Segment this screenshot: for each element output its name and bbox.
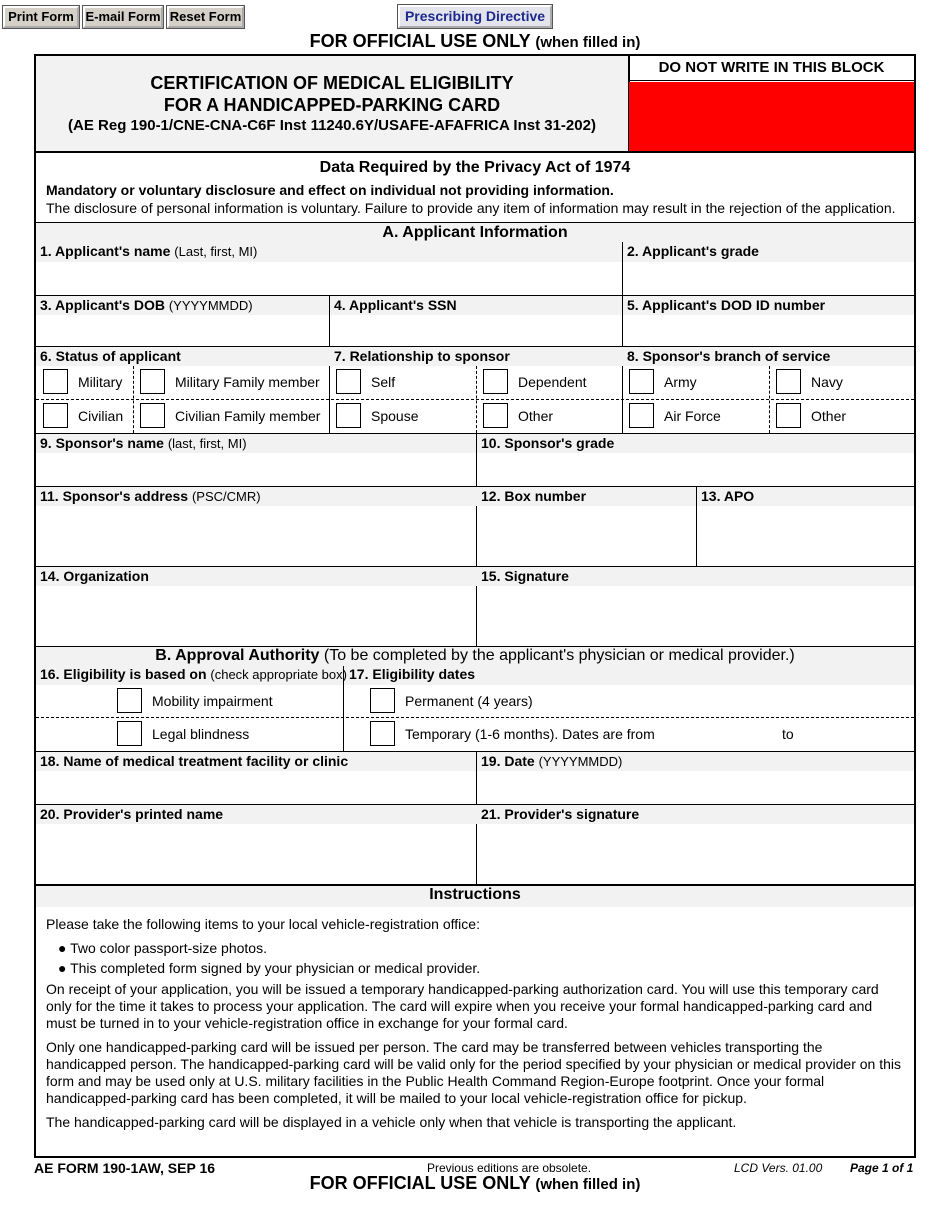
applicant-name-label: 1. Applicant's name (Last, first, MI)	[40, 243, 258, 259]
apo-label: 13. APO	[701, 488, 755, 504]
page-number: Page 1 of 1	[850, 1161, 914, 1175]
provider-name-label: 20. Provider's printed name	[40, 806, 224, 822]
sponsor-grade-label: 10. Sponsor's grade	[481, 435, 615, 451]
email-form-button[interactable]: E-mail Form	[83, 6, 163, 28]
applicant-signature-field[interactable]	[477, 586, 914, 646]
status-civilian-family-checkbox[interactable]	[140, 403, 165, 428]
eligibility-basis-label: 16. Eligibility is based on (check appropriate box)	[40, 666, 347, 682]
status-military-family-checkbox[interactable]	[140, 369, 165, 394]
form-title	[36, 72, 628, 136]
sponsor-address-label: 11. Sponsor's address (PSC/CMR)	[40, 488, 261, 504]
applicant-name-field[interactable]	[36, 262, 622, 295]
privacy-subtitle: Mandatory or voluntary disclosure and effect on individual not providing information.	[46, 182, 614, 198]
legal-blindness-checkbox[interactable]	[117, 721, 142, 746]
permanent-checkbox[interactable]	[370, 688, 395, 713]
date-label: 19. Date (YYYYMMDD)	[481, 753, 623, 769]
form-id: AE FORM 190-1AW, SEP 16	[34, 1160, 216, 1176]
fouo-top	[0, 31, 950, 52]
signature-label: 15. Signature	[481, 568, 569, 584]
status-military-family-label: Military Family member	[175, 374, 320, 390]
applicant-ssn-label: 4. Applicant's SSN	[334, 297, 457, 313]
instructions-title: Instructions	[429, 886, 521, 903]
relationship-spouse-checkbox[interactable]	[336, 403, 361, 428]
applicant-grade-label: 2. Applicant's grade	[627, 243, 759, 259]
title-line-2: FOR A HANDICAPPED-PARKING CARD	[163, 95, 501, 115]
facility-label: 18. Name of medical treatment facility or clinic	[40, 753, 349, 769]
eligibility-dates-label: 17. Eligibility dates	[349, 666, 476, 682]
applicant-dob-label: 3. Applicant's DOB (YYYYMMDD)	[40, 297, 253, 313]
permanent-label: Permanent (4 years)	[405, 693, 533, 709]
instructions-paragraph-2: Only one handicapped-parking card will be issued per person. The card may be transferred between vehicles transporting the handicapped person. The handicapped-parking card will be valid only for the period specified by your physician or medical provider on this form and may be used only at U.S. military facilities in the Public Health Command Region-Europe footprint. Once your formal handicapped-parking card has been completed, it will be mailed to your local vehicle-registration office for pickup.	[46, 1039, 902, 1106]
prescribing-directive-button[interactable]: Prescribing Directive	[398, 5, 552, 28]
applicant-dob-field[interactable]	[36, 315, 329, 346]
branch-airforce-label: Air Force	[664, 408, 721, 424]
status-military-checkbox[interactable]	[43, 369, 68, 394]
branch-army-label: Army	[664, 374, 697, 390]
applicant-ssn-field[interactable]	[330, 315, 622, 346]
relationship-dependent-label: Dependent	[518, 374, 587, 390]
instructions-body	[46, 916, 906, 1138]
sponsor-name-label: 9. Sponsor's name (last, first, MI)	[40, 435, 247, 451]
applicant-grade-field[interactable]	[623, 262, 914, 295]
dates-from-field[interactable]	[661, 721, 776, 746]
section-a-title: A. Applicant Information	[382, 224, 568, 241]
status-civilian-label: Civilian	[78, 408, 124, 424]
form-body	[34, 54, 916, 1158]
branch-other-checkbox[interactable]	[776, 403, 801, 428]
status-civilian-family-label: Civilian Family member	[175, 408, 321, 424]
obsolete-note: Previous editions are obsolete.	[426, 1161, 592, 1175]
box-number-field[interactable]	[477, 506, 696, 566]
print-form-button[interactable]: Print Form	[3, 6, 79, 28]
fouo-main-text: FOR OFFICIAL USE ONLY	[309, 1173, 531, 1193]
temporary-label: Temporary (1-6 months). Dates are from	[405, 726, 655, 742]
provider-signature-field[interactable]	[477, 824, 914, 884]
instructions-bullet: ● This completed form signed by your physician or medical provider.	[58, 960, 481, 976]
sponsor-name-field[interactable]	[36, 453, 476, 486]
apo-field[interactable]	[697, 506, 914, 566]
branch-other-label: Other	[811, 408, 847, 424]
privacy-text: The disclosure of personal information is voluntary. Failure to provide any item of information may result in the rejection of the application.	[46, 200, 896, 216]
fouo-bottom	[0, 1173, 950, 1194]
applicant-dodid-field[interactable]	[623, 315, 914, 346]
date-field[interactable]	[477, 771, 914, 804]
official-use-block	[629, 82, 914, 151]
instructions-intro: Please take the following items to your local vehicle-registration office:	[46, 916, 480, 932]
relationship-self-label: Self	[371, 374, 396, 390]
fouo-sub-text: (when filled in)	[535, 1176, 641, 1193]
relationship-label: 7. Relationship to sponsor	[334, 348, 510, 364]
box-number-label: 12. Box number	[481, 488, 587, 504]
sponsor-grade-field[interactable]	[477, 453, 914, 486]
organization-label: 14. Organization	[40, 568, 149, 584]
dates-to-label: to	[782, 726, 794, 742]
branch-label: 8. Sponsor's branch of service	[627, 348, 831, 364]
version-label: LCD Vers. 01.00	[734, 1161, 823, 1175]
fouo-main-text: FOR OFFICIAL USE ONLY	[309, 31, 531, 51]
relationship-other-label: Other	[518, 408, 554, 424]
title-line-1: CERTIFICATION OF MEDICAL ELIGIBILITY	[150, 73, 514, 93]
organization-field[interactable]	[36, 586, 476, 646]
dates-to-field[interactable]	[801, 721, 911, 746]
relationship-other-checkbox[interactable]	[483, 403, 508, 428]
relationship-self-checkbox[interactable]	[336, 369, 361, 394]
relationship-dependent-checkbox[interactable]	[483, 369, 508, 394]
instructions-paragraph-1: On receipt of your application, you will be issued a temporary handicapped-parking authorization card. You will use this temporary card only for the time it takes to process your application. The card will expire when you receive your formal handicapped-parking card and must be turned in to your vehicle-registration office in exchange for your formal card.	[46, 981, 879, 1031]
mobility-impairment-label: Mobility impairment	[152, 693, 273, 709]
instructions-paragraph-3: The handicapped-parking card will be displayed in a vehicle only when that vehicle is transporting the applicant.	[46, 1114, 737, 1130]
branch-airforce-checkbox[interactable]	[629, 403, 654, 428]
branch-army-checkbox[interactable]	[629, 369, 654, 394]
provider-name-field[interactable]	[36, 824, 476, 884]
title-line-3: (AE Reg 190-1/CNE-CNA-C6F Inst 11240.6Y/USAFE-AFAFRICA Inst 31-202)	[68, 117, 596, 134]
instructions-bullet: ● Two color passport-size photos.	[58, 940, 267, 956]
status-civilian-checkbox[interactable]	[43, 403, 68, 428]
privacy-title: Data Required by the Privacy Act of 1974	[319, 159, 631, 176]
section-b-title: B. Approval Authority (To be completed by the applicant's physician or medical provider.)	[155, 647, 795, 664]
mobility-impairment-checkbox[interactable]	[117, 688, 142, 713]
status-military-label: Military	[78, 374, 123, 390]
status-label: 6. Status of applicant	[40, 348, 181, 364]
branch-navy-label: Navy	[811, 374, 843, 390]
fouo-sub-text: (when filled in)	[535, 34, 641, 51]
reset-form-button[interactable]: Reset Form	[167, 6, 244, 28]
applicant-dodid-label: 5. Applicant's DOD ID number	[627, 297, 826, 313]
sponsor-address-field[interactable]	[36, 506, 476, 566]
temporary-checkbox[interactable]	[370, 721, 395, 746]
legal-blindness-label: Legal blindness	[152, 726, 250, 742]
provider-signature-label: 21. Provider's signature	[481, 806, 640, 822]
facility-field[interactable]	[36, 771, 476, 804]
branch-navy-checkbox[interactable]	[776, 369, 801, 394]
do-not-write-label: DO NOT WRITE IN THIS BLOCK	[629, 56, 914, 81]
relationship-spouse-label: Spouse	[371, 408, 419, 424]
